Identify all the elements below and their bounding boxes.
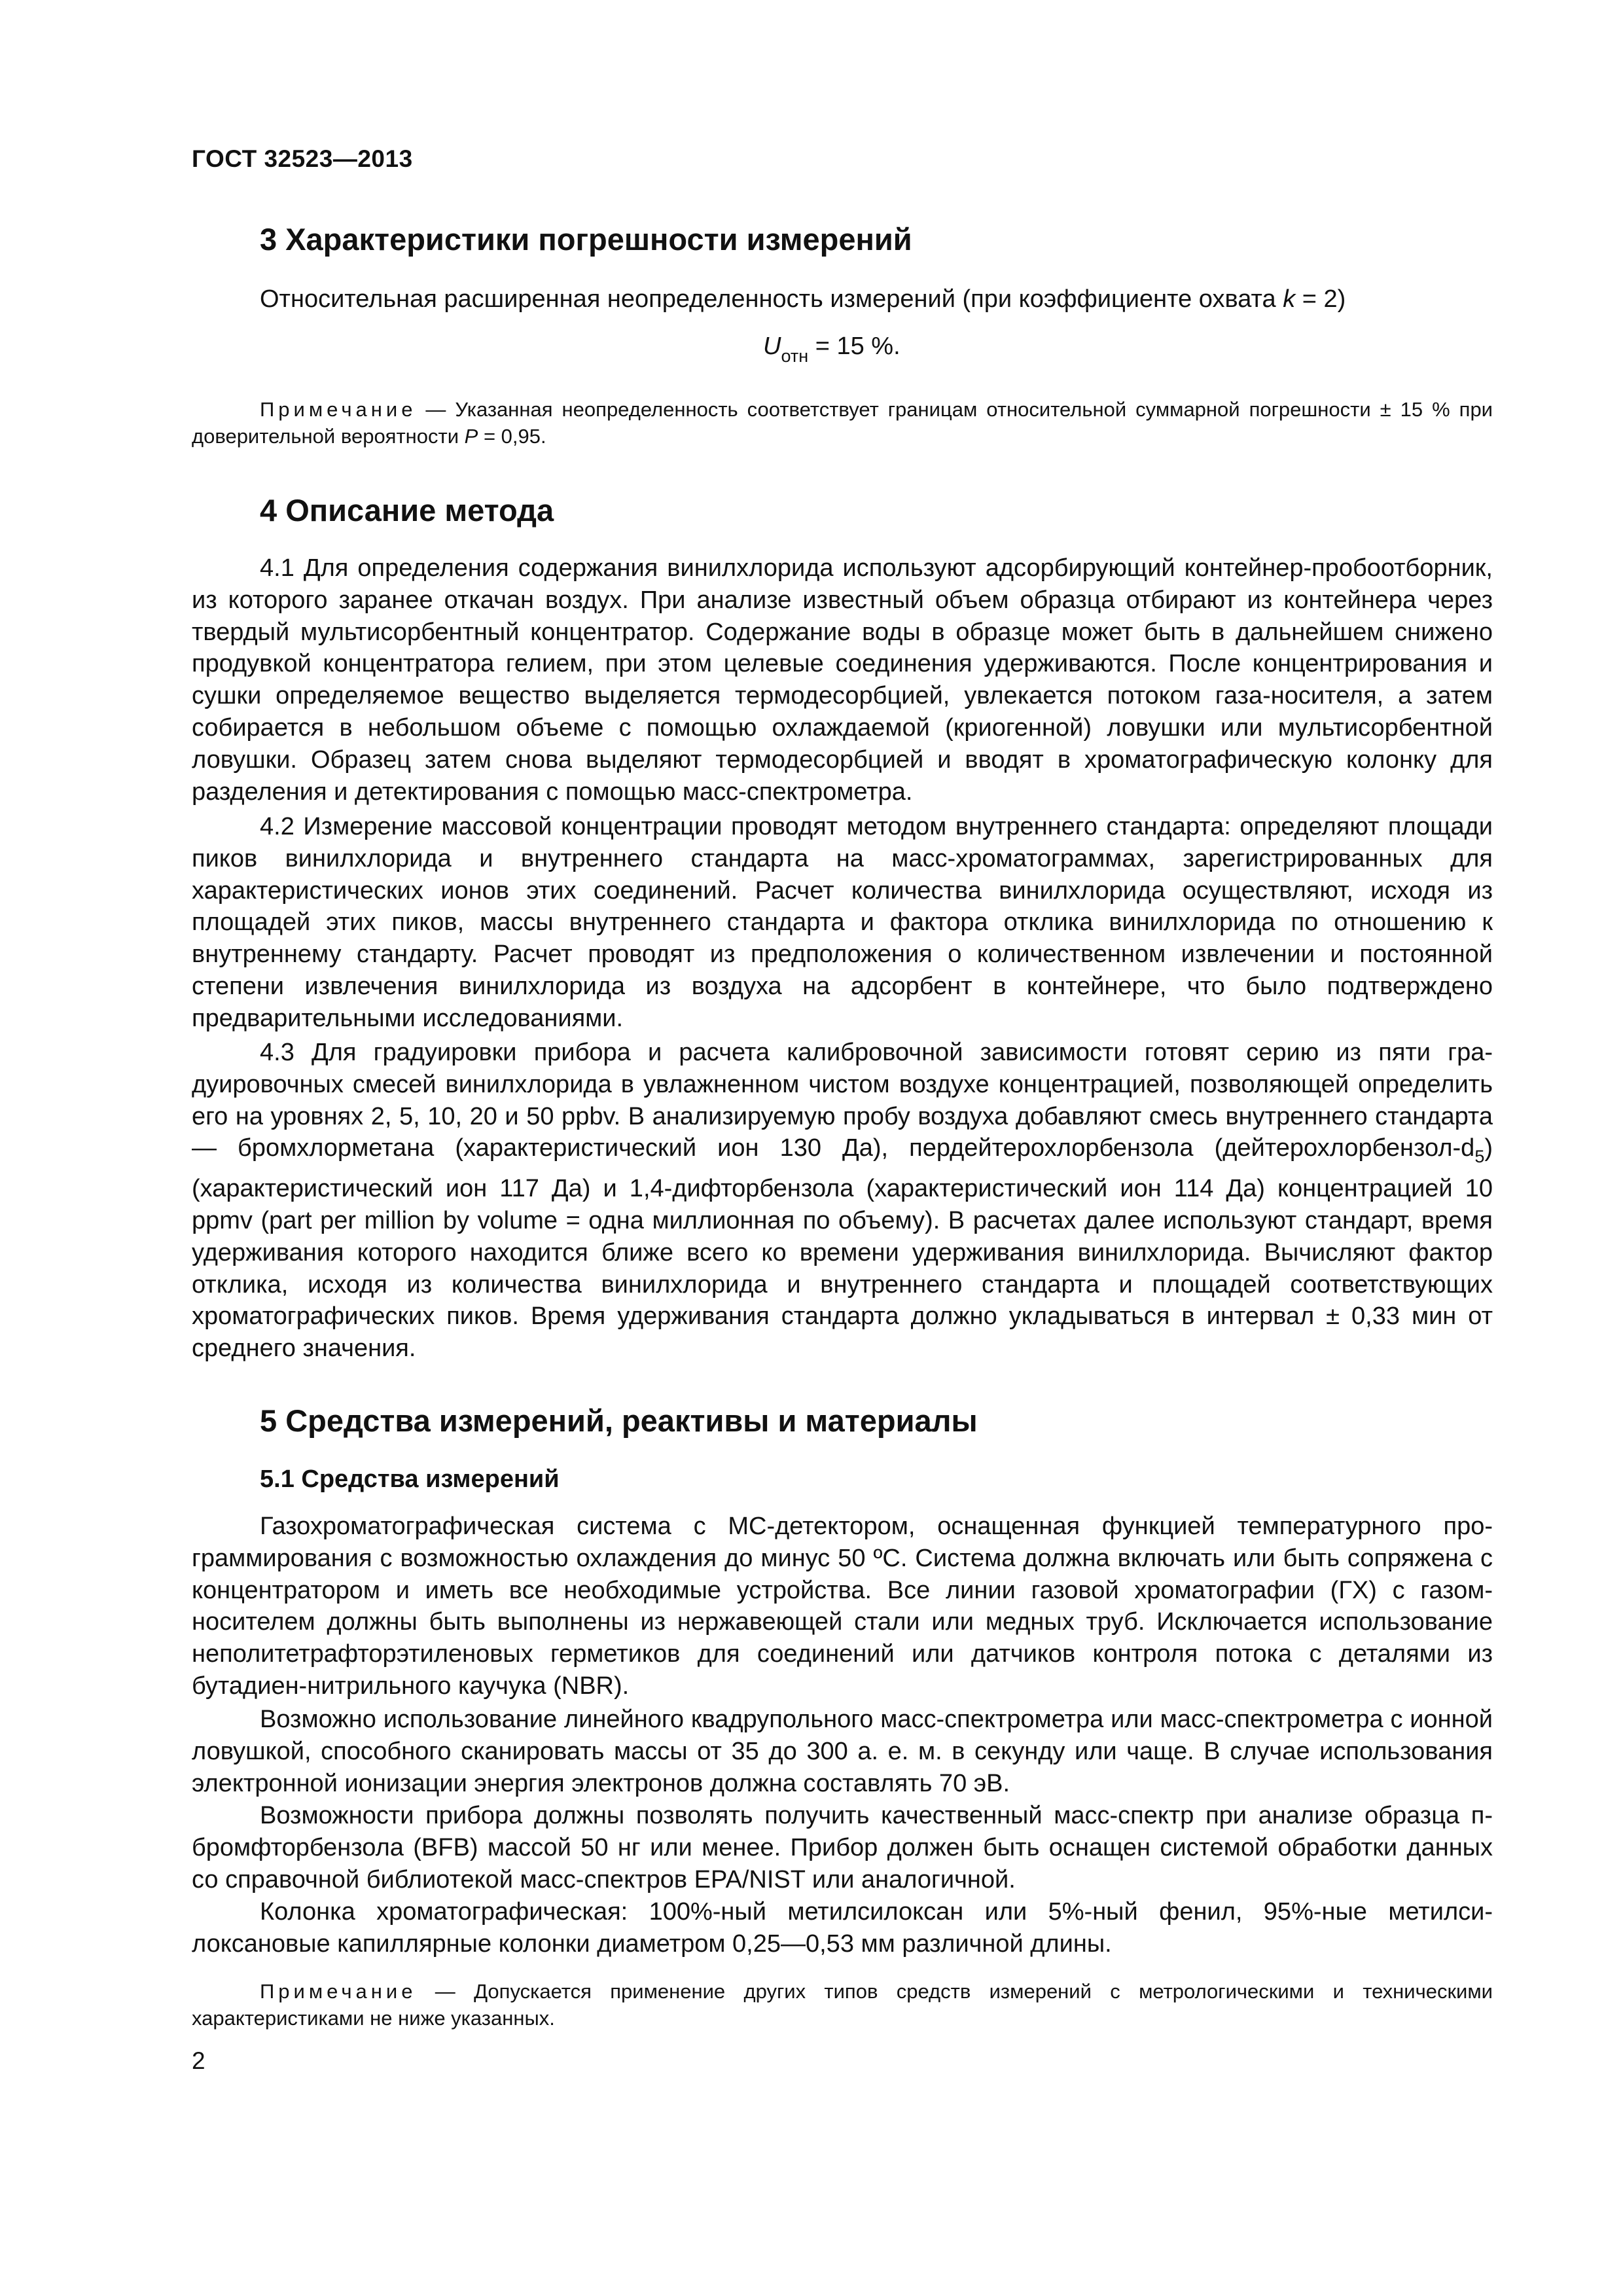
document-code: ГОСТ 32523—2013 xyxy=(192,145,413,172)
paragraph-5-1-4: Колонка хроматографическая: 100%-ный метилсилоксан или 5%-ный фенил, 95%-ные метилсилоксановые капиллярные колонки диаметром 0,25—0,53 мм различной длины. xyxy=(192,1898,1493,1958)
section-3-title: 3 Характеристики погрешности измерений xyxy=(260,222,912,257)
section-5-note: Примечание — Допускается применение других типов средств измерений с метрологическими и техническими характеристиками не ниже указанных. xyxy=(192,1980,1493,2030)
paragraph-4-1: 4.1 Для определения содержания винилхлорида используют адсорбирующий контейнер-пробоотборник, из которого заранее откачан воздух. При анализе известный объем образца отбирают из контейнера через твердый мультисорбентный концентратор. Содержание воды в образце может быть в дальнейшем снижено продувкой концентратора гелием, при этом целевые соединения удерживаются. После концентрирования и сушки определяемое вещество выделяется термодесорбцией, увлекается потоком газа-носителя, а затем собирается в небольшом объеме с помощью охлаждаемой (криогенной) ловушки или мультисорбентной ловушки. Образец затем снова выделяют термодесорбцией и вводят в хроматографическую колонку для разделения и детектирования с помощью масс-спектрометра. xyxy=(192,554,1493,806)
section-3-intro: Относительная расширенная неопределенность измерений (при коэффициенте охвата k = 2) xyxy=(260,285,1346,313)
paragraph-5-1-1: Газохроматографическая система с МС-детектором, оснащенная функцией температурного программирования с возможностью охлаждения до минус 50 ºС. Система должна включать или быть сопряжена с концентратором и иметь все необходимые устройства. Все линии газовой хроматографии (ГХ) с газом-носителем должны быть выполнены из нержавеющей стали или медных труб. Исключается использование неполитетрафторэтиленовых герметиков для соединений или датчиков контроля потока с деталями из бутадиен-нитрильного каучука (NBR). xyxy=(192,1513,1493,1700)
k-symbol: k xyxy=(1283,285,1296,313)
paragraph-5-1-2: Возможно использование линейного квадрупольного масс-спектрометра или масс-спектрометра с ионной ловушкой, способного сканировать массы от 35 до 300 а. е. м. в секунду или чаще. В случае использования электронной ионизации энергия электронов должна составлять 70 эВ. xyxy=(192,1706,1493,1797)
formula-symbol: U xyxy=(763,332,781,360)
section-5-title: 5 Средства измерений, реактивы и материалы xyxy=(260,1403,978,1438)
formula-subscript: отн xyxy=(781,346,809,366)
uncertainty-formula xyxy=(763,332,901,367)
formula-value: = 15 %. xyxy=(808,332,901,360)
page-number: 2 xyxy=(192,2047,205,2074)
section-4-title: 4 Описание метода xyxy=(260,493,554,528)
paragraph-4-3: 4.3 Для градуировки прибора и расчета калибровочной зависимости готовят серию из пяти градуировочных смесей винилхлорида в увлажненном чистом воздухе концентрацией, позволяющей определить его на уровнях 2, 5, 10, 20 и 50 ppbv. В анализируемую пробу воздуха добавляют смесь внутреннего стандарта — бромхлорметана (характеристический ион 130 Да), пердейтерохлорбензола $(дейтерохлорбензол-d_5)$ (характеристический ион 117 Да) и 1,4-дифторбензола (характеристический ион 114 Да) концентрацией 10 ppmv (part per million by volume = одна миллионная по объему). В расчетах далее используют стандарт, время удерживания которого находится ближе всего ко времени удерживания винилхлорида. Вычисляют фактор отклика, исходя из количества винилхлорида и внутреннего стандарта и площадей соответствующих хроматографических пиков. Время удерживания стандарта должно укладываться в интервал ± 0,33 мин от среднего значения. xyxy=(192,1039,1493,1363)
paragraph-4-2: 4.2 Измерение массовой концентрации проводят методом внутреннего стандарта: определяют площади пиков винилхлорида и внутреннего стандарта на масс-хроматограммах, зарегистрированных для характеристических ионов этих соединений. Расчет количества винилхлорида осуществляют, исходя из площадей этих пиков, массы внутреннего стандарта и фактора отклика винилхлорида по отношению к внутреннему стандарту. Расчет проводят из предположения о количественном извлечении и постоянной степени извлечения винилхлорида из воздуха на адсорбент в контейнере, что было подтверждено предварительными исследованиями. xyxy=(192,813,1493,1032)
note-label: Примечание xyxy=(260,1980,417,2003)
note-label: Примечание xyxy=(260,398,417,421)
subsection-5-1-title: 5.1 Средства измерений xyxy=(260,1465,560,1493)
section-3-note: Примечание — Указанная неопределенность соответствует границам относительной суммарной погрешности ± 15 % при доверительной вероятности P = 0,95. xyxy=(192,398,1493,448)
paragraph-5-1-3: Возможности прибора должны позволять получить качественный масс-спектр при анализе образца п-бромфторбензола (BFB) массой 50 нг или менее. Прибор должен быть оснащен системой обработки данных со справочной библиотекой масс-спектров EPA/NIST или аналогичной. xyxy=(192,1802,1493,1893)
